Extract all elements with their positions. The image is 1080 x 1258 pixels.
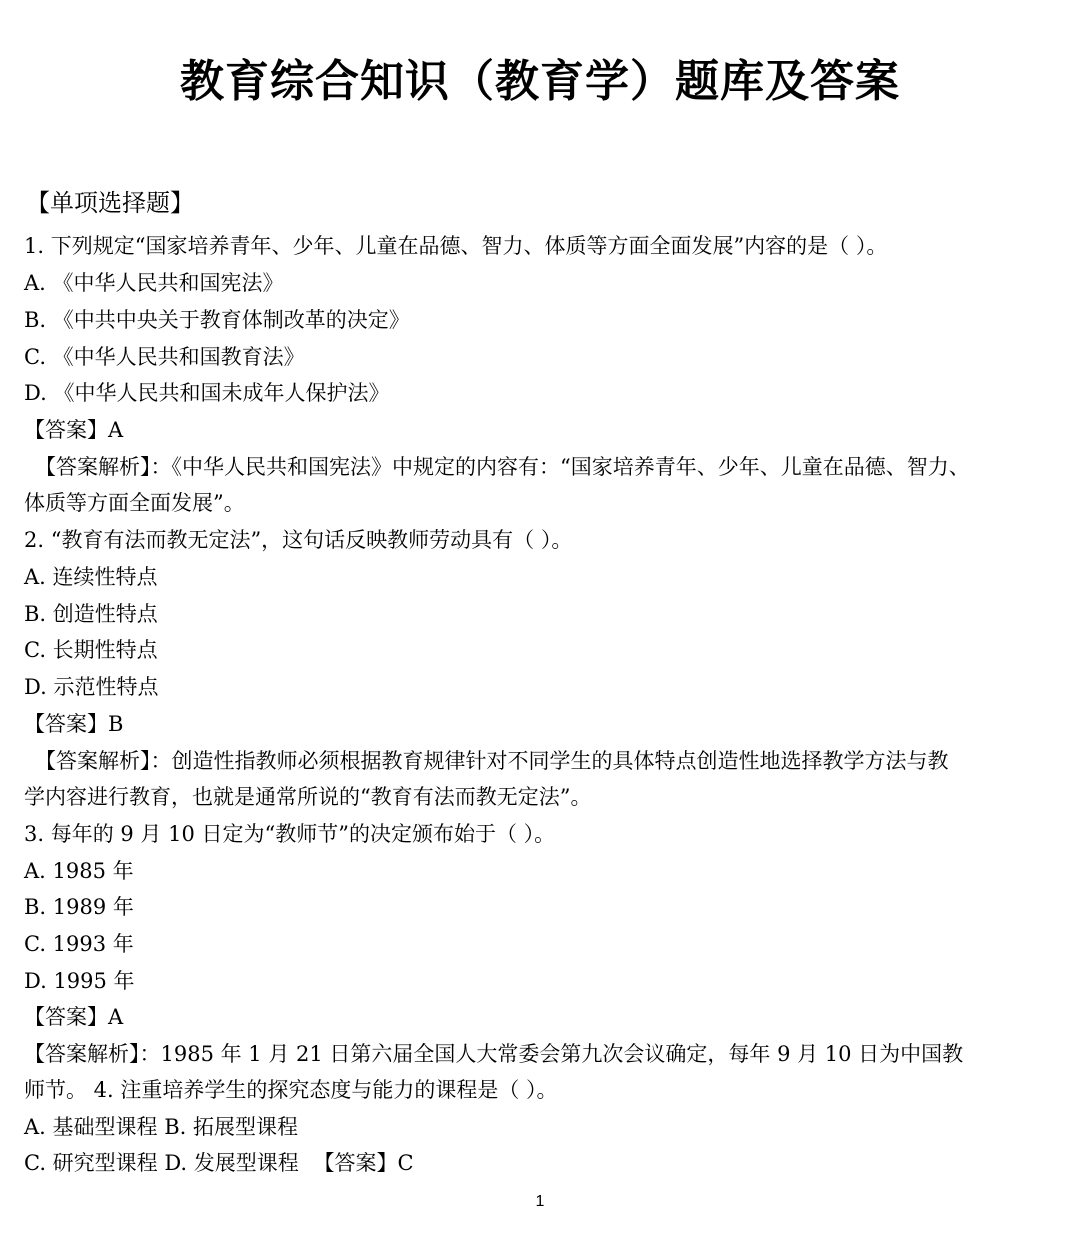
q1-answer: 【答案】A <box>24 418 124 442</box>
q2-answer: 【答案】B <box>24 712 124 736</box>
q2-analysis-text: ：创造性指教师必须根据教育规律针对不同学生的具体特点创造性地选择教学方法与教 <box>150 749 949 773</box>
question-3-text: 3. 每年的 9 月 10 日定为“教师节”的决定颁布始于（ ）。 <box>24 822 556 846</box>
q2-option-a: A. 连续性特点 <box>24 565 158 589</box>
q3-option-c: C. 1993 年 <box>24 932 134 956</box>
q1-analysis-label: 【答案解析】 <box>35 455 151 479</box>
page-number: 1 <box>535 1193 545 1210</box>
q3-analysis-line-2: 师节。 4. 注重培养学生的探究态度与能力的课程是（ ）。 <box>24 1078 558 1102</box>
q2-analysis-line-2: 学内容进行教育，也就是通常所说的“教育有法而教无定法”。 <box>24 785 592 809</box>
q3-option-a: A. 1985 年 <box>24 859 134 883</box>
q2-option-b: B. 创造性特点 <box>24 602 158 626</box>
q4-options-text: C. 研究型课程 D. 发展型课程 <box>24 1151 306 1175</box>
q4-options-line-2 <box>24 1148 1058 1178</box>
q1-option-a: A. 《中华人民共和国宪法》 <box>24 271 284 295</box>
q1-analysis-text: ：《中华人民共和国宪法》中规定的内容有：“国家培养青年、少年、儿童在品德、智力、 <box>150 455 970 479</box>
q1-analysis-line-1 <box>24 452 1058 482</box>
q2-analysis-label: 【答案解析】 <box>35 749 151 773</box>
document-title: 教育综合知识（教育学）题库及答案 <box>180 56 900 107</box>
section-title: 【单项选择题】 <box>26 189 194 217</box>
q1-option-c: C. 《中华人民共和国教育法》 <box>24 345 305 369</box>
q2-option-c: C. 长期性特点 <box>24 638 158 662</box>
question-1-text: 1. 下列规定“国家培养青年、少年、儿童在品德、智力、体质等方面全面发展”内容的是（ ）。 <box>24 234 888 258</box>
question-2-text: 2. “教育有法而教无定法”，这句话反映教师劳动具有（ ）。 <box>24 528 573 552</box>
q4-answer: 【答案】C <box>313 1151 414 1175</box>
q2-analysis-line-1 <box>24 746 1058 776</box>
q1-option-d: D. 《中华人民共和国未成年人保护法》 <box>24 381 390 405</box>
q1-analysis-line-2: 体质等方面全面发展”。 <box>24 491 245 515</box>
q3-analysis-text: ：1985 年 1 月 21 日第六届全国人大常委会第九次会议确定，每年 9 月 10 日为中国教 <box>139 1042 964 1066</box>
q3-analysis-line-1 <box>24 1039 1058 1069</box>
q3-option-b: B. 1989 年 <box>24 895 134 919</box>
q3-analysis-label: 【答案解析】 <box>24 1042 140 1066</box>
q3-answer: 【答案】A <box>24 1005 124 1029</box>
q4-options-line-1: A. 基础型课程 B. 拓展型课程 <box>24 1115 298 1139</box>
q2-option-d: D. 示范性特点 <box>24 675 159 699</box>
q1-option-b: B. 《中共中央关于教育体制改革的决定》 <box>24 308 410 332</box>
q3-option-d: D. 1995 年 <box>24 969 135 993</box>
